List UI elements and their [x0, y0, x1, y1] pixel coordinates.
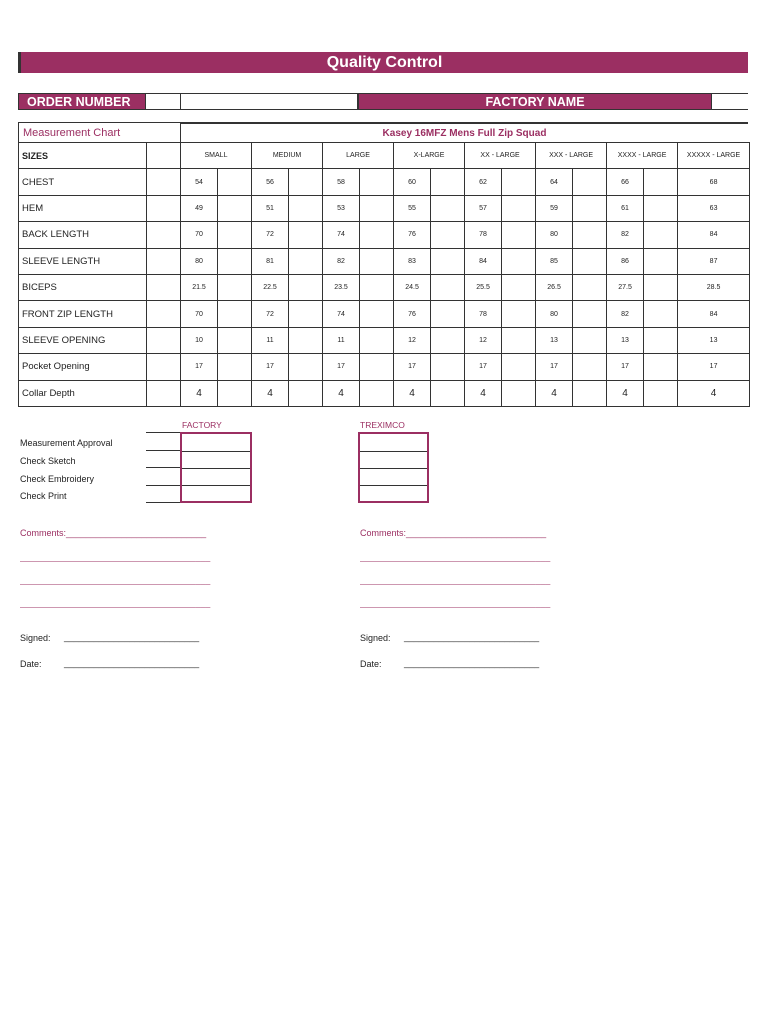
- measurement-value: 82: [607, 301, 644, 327]
- measurement-value: 81: [252, 248, 289, 274]
- factory-comments-label[interactable]: Comments:____________________________: [20, 528, 207, 538]
- measurement-value: 51: [252, 195, 289, 221]
- actual-cell[interactable]: [289, 327, 323, 353]
- actual-cell[interactable]: [218, 248, 252, 274]
- factory-approval-box[interactable]: [180, 432, 252, 503]
- sizes-label: SIZES: [19, 143, 147, 169]
- actual-cell[interactable]: [431, 169, 465, 195]
- measurement-value: 4: [252, 380, 289, 406]
- actual-cell[interactable]: [360, 301, 394, 327]
- page-title: Quality Control: [18, 52, 748, 73]
- actual-cell[interactable]: [431, 248, 465, 274]
- actual-cell[interactable]: [502, 380, 536, 406]
- measurement-chart-label: Measurement Chart: [18, 122, 180, 142]
- table-row: [19, 274, 750, 300]
- treximco-signed-line[interactable]: ___________________________: [404, 632, 540, 642]
- check-embroidery-label: Check Embroidery: [20, 474, 95, 484]
- actual-cell[interactable]: [360, 169, 394, 195]
- factory-comment-line[interactable]: ______________________________________: [20, 575, 211, 585]
- measurement-value: 12: [465, 327, 502, 353]
- factory-row-divider: [182, 468, 250, 469]
- order-number-label: ORDER NUMBER: [18, 93, 146, 110]
- actual-cell[interactable]: [644, 380, 678, 406]
- actual-cell[interactable]: [289, 248, 323, 274]
- measurement-value: 68: [678, 169, 750, 195]
- measurement-value: 80: [181, 248, 218, 274]
- actual-cell[interactable]: [502, 195, 536, 221]
- measurement-name: SLEEVE LENGTH: [19, 248, 147, 274]
- measurement-value: 27.5: [607, 274, 644, 300]
- measurement-value: 70: [181, 301, 218, 327]
- actual-cell[interactable]: [289, 195, 323, 221]
- treximco-row-divider: [360, 451, 427, 452]
- actual-cell[interactable]: [431, 222, 465, 248]
- stub-line: [146, 502, 180, 503]
- actual-cell[interactable]: [218, 222, 252, 248]
- table-row: [19, 380, 750, 406]
- measurement-value: 82: [607, 222, 644, 248]
- measurement-value: 60: [394, 169, 431, 195]
- actual-cell[interactable]: [360, 327, 394, 353]
- actual-cell[interactable]: [360, 222, 394, 248]
- tolerance-cell[interactable]: [147, 248, 181, 274]
- measurement-value: 17: [465, 354, 502, 380]
- measurement-value: 63: [678, 195, 750, 221]
- measurement-value: 4: [394, 380, 431, 406]
- table-row: [19, 354, 750, 380]
- style-title: Kasey 16MFZ Mens Full Zip Squad: [180, 122, 748, 142]
- size-header: X-LARGE: [394, 143, 465, 169]
- actual-cell[interactable]: [289, 222, 323, 248]
- stub-line: [146, 467, 180, 468]
- measurement-value: 56: [252, 169, 289, 195]
- table-row: [19, 301, 750, 327]
- measurement-value: 28.5: [678, 274, 750, 300]
- actual-cell[interactable]: [289, 354, 323, 380]
- measurement-value: 23.5: [323, 274, 360, 300]
- actual-cell[interactable]: [644, 169, 678, 195]
- actual-cell[interactable]: [502, 222, 536, 248]
- actual-cell[interactable]: [573, 195, 607, 221]
- factory-date-label: Date:: [20, 659, 42, 669]
- factory-signed-line[interactable]: ___________________________: [64, 632, 200, 642]
- measurement-value: 17: [607, 354, 644, 380]
- actual-cell[interactable]: [573, 301, 607, 327]
- treximco-approval-box[interactable]: [358, 432, 429, 503]
- tolerance-cell[interactable]: [147, 195, 181, 221]
- actual-cell[interactable]: [431, 327, 465, 353]
- measurement-name: SLEEVE OPENING: [19, 327, 147, 353]
- size-header: XXXX - LARGE: [607, 143, 678, 169]
- table-row: [19, 248, 750, 274]
- measurement-value: 26.5: [536, 274, 573, 300]
- measurement-value: 64: [536, 169, 573, 195]
- measurement-value: 17: [394, 354, 431, 380]
- actual-cell[interactable]: [644, 301, 678, 327]
- actual-cell[interactable]: [502, 327, 536, 353]
- actual-cell[interactable]: [289, 274, 323, 300]
- treximco-row-divider: [360, 485, 427, 486]
- measurement-value: 76: [394, 301, 431, 327]
- measurement-value: 13: [536, 327, 573, 353]
- actual-cell[interactable]: [289, 380, 323, 406]
- measurement-table: [18, 142, 750, 407]
- table-row: [19, 222, 750, 248]
- measurement-value: 17: [678, 354, 750, 380]
- factory-comment-line[interactable]: ______________________________________: [20, 598, 211, 608]
- measurement-value: 61: [607, 195, 644, 221]
- measurement-value: 4: [607, 380, 644, 406]
- check-sketch-label: Check Sketch: [20, 456, 76, 466]
- measurement-value: 83: [394, 248, 431, 274]
- actual-cell[interactable]: [573, 222, 607, 248]
- treximco-comment-line[interactable]: ______________________________________: [360, 575, 551, 585]
- measurement-value: 62: [465, 169, 502, 195]
- actual-cell[interactable]: [644, 354, 678, 380]
- measurement-value: 78: [465, 301, 502, 327]
- factory-comment-line[interactable]: ______________________________________: [20, 552, 211, 562]
- measurement-value: 17: [536, 354, 573, 380]
- actual-cell[interactable]: [218, 380, 252, 406]
- measurement-value: 58: [323, 169, 360, 195]
- table-row: [19, 195, 750, 221]
- measurement-value: 12: [394, 327, 431, 353]
- measurement-value: 87: [678, 248, 750, 274]
- actual-cell[interactable]: [644, 222, 678, 248]
- measurement-value: 74: [323, 301, 360, 327]
- measurement-approval-label: Measurement Approval: [20, 438, 113, 448]
- size-header: MEDIUM: [252, 143, 323, 169]
- factory-row-divider: [182, 451, 250, 452]
- size-header: XXX - LARGE: [536, 143, 607, 169]
- actual-cell[interactable]: [218, 301, 252, 327]
- tolerance-cell[interactable]: [147, 169, 181, 195]
- measurement-name: BICEPS: [19, 274, 147, 300]
- actual-cell[interactable]: [644, 327, 678, 353]
- treximco-signed-label: Signed:: [360, 633, 391, 643]
- actual-cell[interactable]: [431, 301, 465, 327]
- table-row: [19, 169, 750, 195]
- actual-cell[interactable]: [360, 380, 394, 406]
- actual-cell[interactable]: [573, 380, 607, 406]
- measurement-value: 55: [394, 195, 431, 221]
- actual-cell[interactable]: [644, 248, 678, 274]
- actual-cell[interactable]: [644, 274, 678, 300]
- treximco-comment-line[interactable]: ______________________________________: [360, 552, 551, 562]
- tolerance-cell[interactable]: [147, 274, 181, 300]
- tolerance-cell[interactable]: [147, 354, 181, 380]
- actual-cell[interactable]: [218, 327, 252, 353]
- size-header: LARGE: [323, 143, 394, 169]
- actual-cell[interactable]: [573, 354, 607, 380]
- factory-date-line[interactable]: ___________________________: [64, 658, 200, 668]
- measurement-value: 13: [607, 327, 644, 353]
- actual-cell[interactable]: [360, 354, 394, 380]
- measurement-name: CHEST: [19, 169, 147, 195]
- actual-cell[interactable]: [218, 169, 252, 195]
- treximco-approval-header: TREXIMCO: [360, 420, 405, 430]
- measurement-value: 13: [678, 327, 750, 353]
- tolerance-cell[interactable]: [147, 380, 181, 406]
- check-print-label: Check Print: [20, 491, 67, 501]
- actual-cell[interactable]: [644, 195, 678, 221]
- measurement-value: 4: [678, 380, 750, 406]
- actual-cell[interactable]: [573, 169, 607, 195]
- measurement-value: 84: [678, 222, 750, 248]
- measurement-value: 22.5: [252, 274, 289, 300]
- actual-cell[interactable]: [502, 354, 536, 380]
- table-row: [19, 327, 750, 353]
- actual-cell[interactable]: [573, 327, 607, 353]
- stub-line: [146, 485, 180, 486]
- actual-cell[interactable]: [431, 380, 465, 406]
- tolerance-cell[interactable]: [147, 222, 181, 248]
- measurement-value: 53: [323, 195, 360, 221]
- actual-cell[interactable]: [360, 248, 394, 274]
- stub-line: [146, 432, 180, 433]
- measurement-value: 17: [252, 354, 289, 380]
- actual-cell[interactable]: [218, 274, 252, 300]
- measurement-value: 84: [465, 248, 502, 274]
- size-header: XX - LARGE: [465, 143, 536, 169]
- measurement-value: 11: [252, 327, 289, 353]
- actual-cell[interactable]: [218, 354, 252, 380]
- factory-name-label: FACTORY NAME: [358, 93, 712, 110]
- measurement-value: 70: [181, 222, 218, 248]
- tolerance-cell[interactable]: [147, 301, 181, 327]
- measurement-value: 49: [181, 195, 218, 221]
- actual-cell[interactable]: [431, 354, 465, 380]
- actual-cell[interactable]: [431, 195, 465, 221]
- factory-name-field[interactable]: [712, 93, 748, 110]
- treximco-comment-line[interactable]: ______________________________________: [360, 598, 551, 608]
- actual-cell[interactable]: [502, 169, 536, 195]
- treximco-date-label: Date:: [360, 659, 382, 669]
- treximco-comments-label[interactable]: Comments:____________________________: [360, 528, 547, 538]
- measurement-value: 72: [252, 301, 289, 327]
- sizes-header-row: [19, 143, 750, 169]
- measurement-name: FRONT ZIP LENGTH: [19, 301, 147, 327]
- measurement-value: 17: [323, 354, 360, 380]
- actual-cell[interactable]: [502, 248, 536, 274]
- measurement-value: 66: [607, 169, 644, 195]
- measurement-name: BACK LENGTH: [19, 222, 147, 248]
- measurement-value: 4: [465, 380, 502, 406]
- actual-cell[interactable]: [502, 274, 536, 300]
- blank-cell: [147, 143, 181, 169]
- size-header: SMALL: [181, 143, 252, 169]
- measurement-value: 17: [181, 354, 218, 380]
- measurement-value: 25.5: [465, 274, 502, 300]
- measurement-value: 4: [323, 380, 360, 406]
- factory-signed-label: Signed:: [20, 633, 51, 643]
- measurement-value: 84: [678, 301, 750, 327]
- measurement-name: Pocket Opening: [19, 354, 147, 380]
- measurement-value: 86: [607, 248, 644, 274]
- order-number-spacer: [146, 93, 180, 110]
- measurement-value: 21.5: [181, 274, 218, 300]
- actual-cell[interactable]: [218, 195, 252, 221]
- measurement-name: Collar Depth: [19, 380, 147, 406]
- measurement-value: 11: [323, 327, 360, 353]
- actual-cell[interactable]: [573, 248, 607, 274]
- measurement-value: 72: [252, 222, 289, 248]
- actual-cell[interactable]: [502, 301, 536, 327]
- order-number-field[interactable]: [180, 93, 358, 110]
- actual-cell[interactable]: [289, 301, 323, 327]
- factory-row-divider: [182, 485, 250, 486]
- measurement-value: 80: [536, 301, 573, 327]
- measurement-value: 4: [181, 380, 218, 406]
- size-header: XXXXX - LARGE: [678, 143, 750, 169]
- treximco-date-line[interactable]: ___________________________: [404, 658, 540, 668]
- measurement-value: 4: [536, 380, 573, 406]
- measurement-value: 24.5: [394, 274, 431, 300]
- measurement-value: 85: [536, 248, 573, 274]
- actual-cell[interactable]: [360, 274, 394, 300]
- measurement-value: 82: [323, 248, 360, 274]
- measurement-value: 80: [536, 222, 573, 248]
- measurement-value: 54: [181, 169, 218, 195]
- measurement-value: 74: [323, 222, 360, 248]
- actual-cell[interactable]: [431, 274, 465, 300]
- tolerance-cell[interactable]: [147, 327, 181, 353]
- measurement-name: HEM: [19, 195, 147, 221]
- treximco-row-divider: [360, 468, 427, 469]
- stub-line: [146, 450, 180, 451]
- actual-cell[interactable]: [289, 169, 323, 195]
- actual-cell[interactable]: [360, 195, 394, 221]
- factory-approval-header: FACTORY: [182, 420, 222, 430]
- measurement-value: 59: [536, 195, 573, 221]
- actual-cell[interactable]: [573, 274, 607, 300]
- measurement-value: 76: [394, 222, 431, 248]
- measurement-value: 57: [465, 195, 502, 221]
- measurement-value: 10: [181, 327, 218, 353]
- measurement-value: 78: [465, 222, 502, 248]
